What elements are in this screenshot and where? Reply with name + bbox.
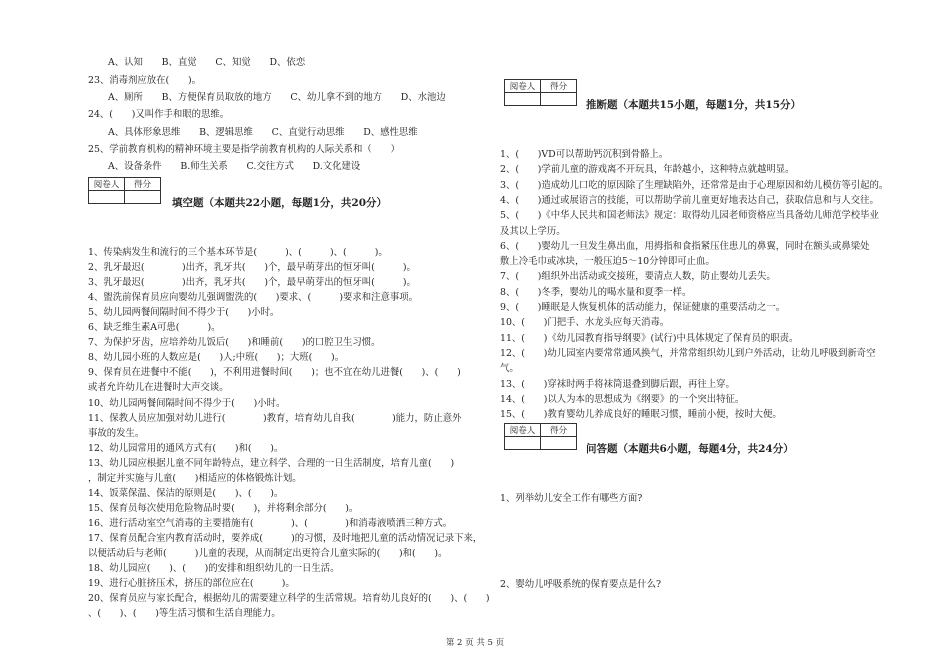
question-line: 8、( )冬季，婴幼儿的喝水量和夏季一样。 — [500, 286, 692, 298]
question-line: 及其以上学历。 — [500, 225, 566, 237]
question-line: 4、盥洗前保育员应向婴幼儿强调盥洗的( )要求、( )要求和注意事项。 — [88, 292, 418, 304]
question-line: 16、进行活动室空气消毒的主要措施有( )、( )和消毒液喷洒三种方式。 — [88, 517, 453, 529]
q23-text: 23、消毒剂应放在( )。 — [88, 75, 201, 86]
question-line: 20、保育员应与家长配合，根据幼儿的需要建立科学的生活常规。培育幼儿良好的( )、( ) — [88, 593, 490, 605]
question-line: 1、( )VD可以帮助钙沉积到骨骼上。 — [500, 149, 669, 160]
question-line: 8、幼儿园小班的人数应是( )人;中班( )；大班( )。 — [88, 352, 345, 364]
question-line: 2、( )学前儿童的游戏离不开玩具，年龄越小，这种特点就越明显。 — [500, 164, 795, 176]
question-line: 事故的发生。 — [88, 427, 145, 439]
question-line: 6、缺乏维生素A可患( )。 — [88, 322, 221, 334]
question-line: 11、保教人员应加强对幼儿进行( )教育，培育幼儿自我( )能力，防止意外 — [88, 412, 462, 424]
question-line: ，制定并实施与儿童( )相适应的体格锻炼计划。 — [88, 472, 302, 484]
question-line: 5、幼儿园两餐间隔时间不得少于( )小时。 — [88, 307, 280, 319]
q22-options: A、认知 B、直觉 C、知觉 D、依恋 — [108, 57, 306, 68]
question-line: 10、幼儿园两餐间隔时间不得少于( )小时。 — [88, 397, 286, 409]
score-cell — [541, 437, 577, 450]
question-line: 14、( )以人为本的思想成为《纲要》的一个突出特征。 — [500, 393, 745, 405]
qa-question-1: 1、列举幼儿安全工作有哪些方面? — [500, 493, 643, 504]
grader-cell — [89, 191, 125, 204]
question-line: 3、( )造成幼儿口吃的原因除了生理缺陷外，还常常是由于心理原因和幼儿模仿等引起的。 — [500, 179, 889, 191]
score-box-judge — [504, 79, 577, 106]
qa-question-2: 2、婴幼儿呼吸系统的保育要点是什么? — [500, 579, 661, 590]
question-line: 1、传染病发生和流行的三个基本环节是( )、( )、( )。 — [88, 247, 388, 258]
question-line: 9、( )睡眠是人恢复机体的活动能力，保证健康的重要活动之一。 — [500, 302, 786, 313]
question-line: 气。 — [500, 363, 519, 375]
score-cell — [125, 191, 161, 204]
q25-options: A、设备条件 B.师生关系 C.交往方式 D.文化建设 — [108, 161, 361, 172]
q24-options: A、具体形象思维 B、逻辑思维 C、直觉行动思维 D、感性思维 — [108, 127, 418, 138]
score-box-fill — [88, 177, 161, 204]
score-cell — [541, 93, 577, 106]
question-line: 2、乳牙最迟( )出齐，乳牙共( )个，最早萌芽出的恒牙叫( )。 — [88, 262, 416, 274]
question-line: 3、乳牙最迟( )出齐，乳牙共( )个，最早萌芽出的恒牙叫( )。 — [88, 277, 416, 289]
question-line: 以便活动后与老师( )儿童的表现，从而制定出更符合儿童实际的( )和( )。 — [88, 548, 448, 559]
question-line: 11、( )《幼儿园教育指导纲要》(试行)中具体规定了保育员的职责。 — [500, 332, 799, 344]
score-label: 得分 — [541, 80, 577, 93]
score-box-qa — [504, 423, 577, 450]
question-line: 12、幼儿园常用的通风方式有( )和( )。 — [88, 442, 284, 454]
question-line: 7、为保护牙齿，应培养幼儿饭后( )和睡前( )的口腔卫生习惯。 — [88, 337, 381, 349]
question-line: 、( )、( )等生活习惯和生活自理能力。 — [88, 608, 281, 620]
question-line: 18、幼儿园应( )、( )的安排和组织幼儿的一日生活。 — [88, 563, 340, 575]
section-title-fill-blank: 填空题（本题共22小题，每题1分，共20分） — [172, 197, 388, 209]
section-title-qa: 问答题（本题共6小题，每题4分，共24分） — [586, 443, 794, 455]
grader-cell — [505, 437, 541, 450]
question-line: 13、幼儿园应根据儿童不同年龄特点，建立科学、合理的一日生活制度，培育儿童( ) — [88, 457, 455, 469]
question-line: 15、保育员每次使用危险物品时要( )，并将剩余部分( )。 — [88, 502, 359, 514]
question-line: 敷上冷毛巾或冰块，一般压迫5～10分钟即可止血。 — [500, 256, 715, 268]
q24-text: 24、( )又叫作手和眼的思维。 — [88, 109, 230, 120]
section-title-judgement: 推断题（本题共15小题，每题1分，共15分） — [586, 99, 802, 111]
q25-text: 25、学前教育机构的精神环境主要是指学前教育机构的人际关系和（ ） — [88, 144, 400, 155]
grader-label: 阅卷人 — [89, 178, 125, 191]
score-label: 得分 — [125, 178, 161, 191]
question-line: 9、保育员在进餐中不能( )，不利用进餐时间( )；也不宜在幼儿进餐( )、( ) — [88, 367, 461, 379]
q23-options: A、厕所 B、方便保育员取放的地方 C、幼儿拿不到的地方 D、水池边 — [108, 92, 446, 103]
page-footer: 第 2 页 共 5 页 — [445, 638, 505, 648]
question-line: 19、进行心脏挤压术，挤压的部位应在( )。 — [88, 578, 295, 590]
question-line: 5、( )《中华人民共和国老师法》规定：取得幼儿园老师资格应当具备幼儿师范学校毕业 — [500, 210, 879, 222]
grader-label: 阅卷人 — [505, 80, 541, 93]
question-line: 17、保育员配合室内教育活动时，要养成( )的习惯，及时地把儿童的活动情况记录下来， — [88, 532, 483, 544]
question-line: 12、( )幼儿园室内要常常通风换气，并常常组织幼儿到户外活动，让幼儿呼吸到新奇空 — [500, 347, 876, 359]
question-line: 10、( )门把手、水龙头应每天消毒。 — [500, 317, 670, 329]
question-line: 13、( )穿袜时两手将袜筒退叠到脚后跟，再往上穿。 — [500, 378, 735, 390]
question-line: 14、饭菜保温、保洁的原则是( )、( )。 — [88, 487, 284, 499]
grader-cell — [505, 93, 541, 106]
score-label: 得分 — [541, 424, 577, 437]
grader-label: 阅卷人 — [505, 424, 541, 437]
question-line: 7、( )组织外出活动或交接班，要清点人数，防止婴幼儿丢失。 — [500, 271, 776, 283]
question-line: 4、( )通过或展语言的技能，可以帮助学前儿童更好地表达自己，获取信息和与人交往。 — [500, 194, 879, 206]
question-line: 6、( )婴幼儿一旦发生鼻出血，用拇指和食指紧压住患儿的鼻翼，同时在额头或鼻梁处 — [500, 240, 870, 252]
question-line: 或者允许幼儿在进餐时大声交谈。 — [88, 382, 229, 394]
question-line: 15、( )教育婴幼儿养成良好的睡眠习惯，睡前小便，按时大便。 — [500, 409, 782, 421]
